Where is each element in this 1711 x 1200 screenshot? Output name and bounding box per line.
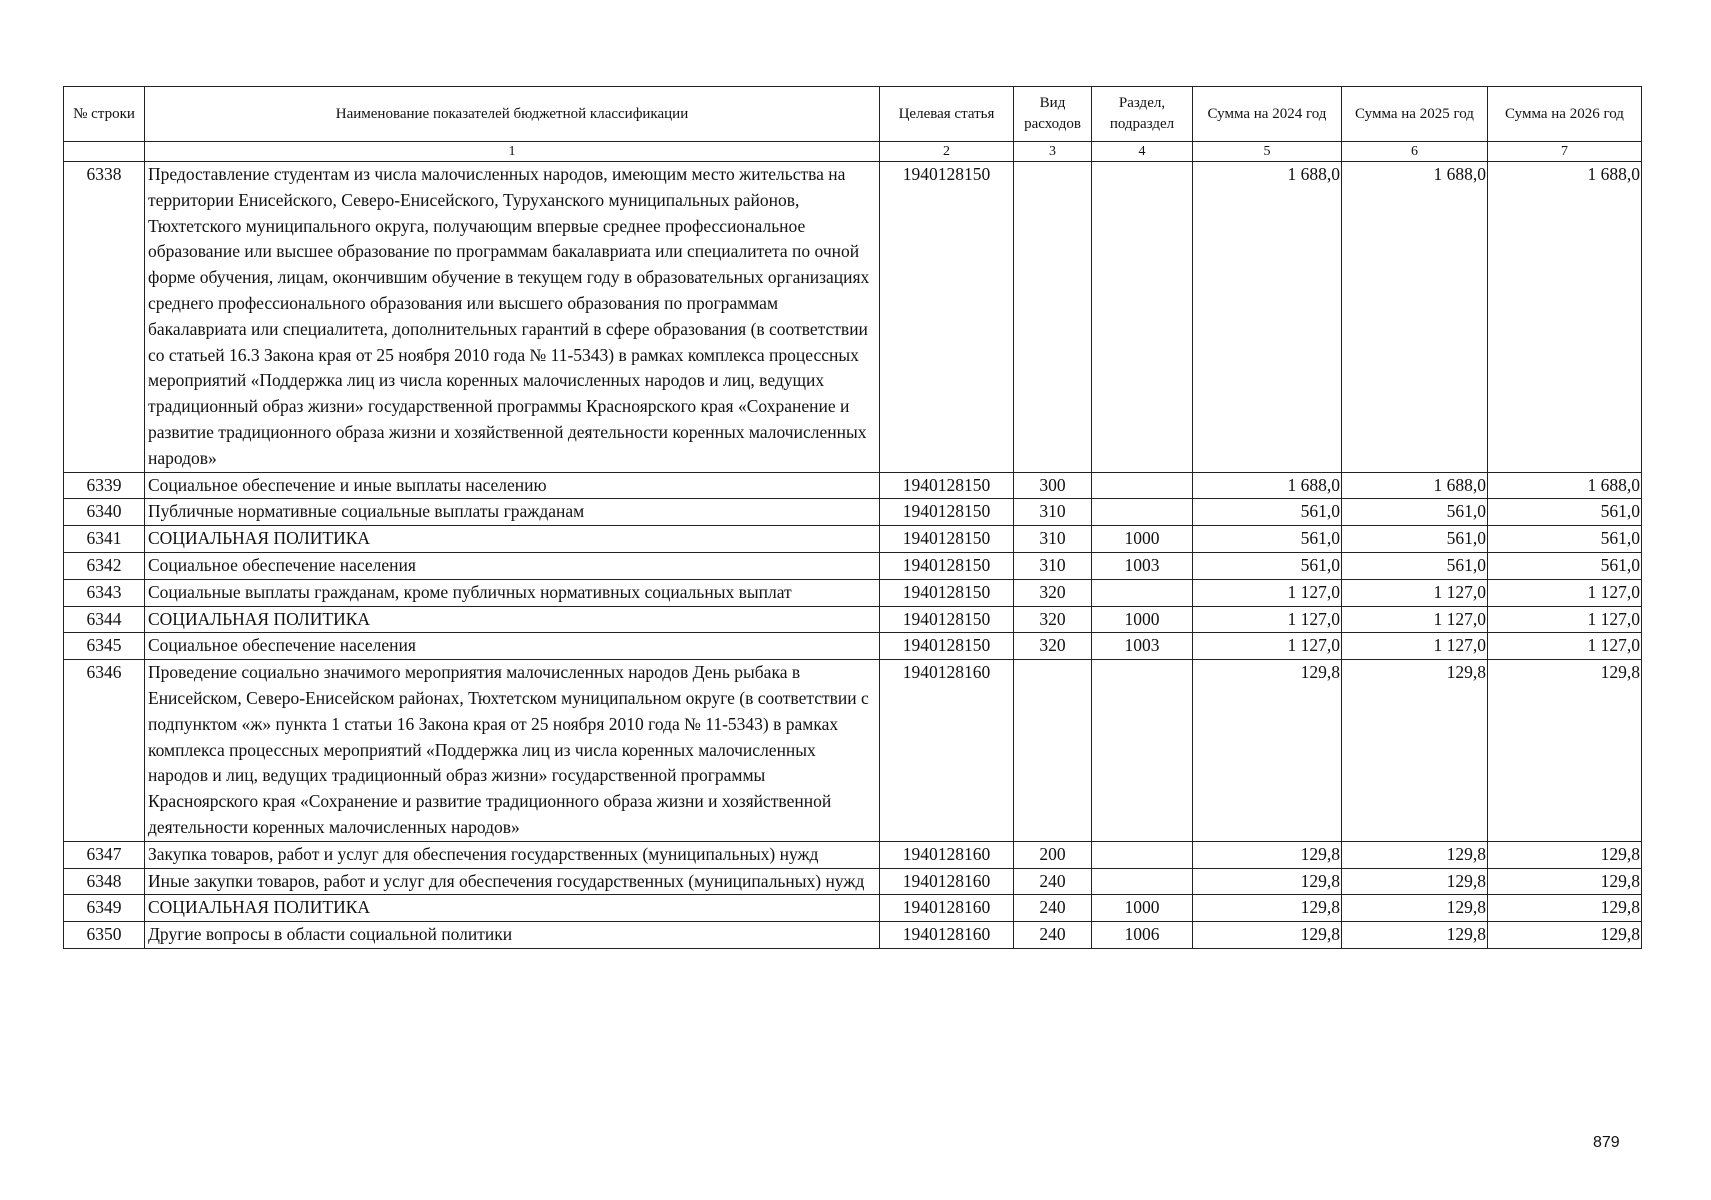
table-row [64,922,1642,949]
row-sum-2025: 129,8 [1342,841,1488,868]
row-sum-2025: 129,8 [1342,660,1488,842]
column-number: 3 [1014,142,1092,162]
row-section [1092,841,1193,868]
row-type: 310 [1014,552,1092,579]
header-sum-2026: Сумма на 2026 год [1488,87,1642,142]
table-row [64,868,1642,895]
row-sum-2025: 1 127,0 [1342,633,1488,660]
row-sum-2025: 561,0 [1342,499,1488,526]
column-number: 2 [880,142,1014,162]
row-sum-2026: 129,8 [1488,895,1642,922]
row-sum-2026: 129,8 [1488,841,1642,868]
header-section: Раздел, подраздел [1092,87,1193,142]
row-number: 6340 [64,499,145,526]
budget-table-sheet [63,86,1641,949]
row-name: Проведение социально значимого мероприятия малочисленных народов День рыбака в Енисейском, Северо-Енисейском районах, Тюхтетском муниципальном округе (в соответствии с подпунктом «ж» пункта 1 статьи 16 Закона края от 25 ноября 2010 года № 11-5343) в рамках комплекса процессных мероприятий «Поддержка лиц из числа коренных малочисленных народов и лиц, ведущих традиционный образ жизни» государственной программы Красноярского края «Сохранение и развитие традиционного образа жизни и хозяйственной деятельности коренных малочисленных народов» [145,660,880,842]
row-name: Социальное обеспечение и иные выплаты населению [145,472,880,499]
row-type [1014,162,1092,473]
row-sum-2025: 1 127,0 [1342,579,1488,606]
row-sum-2026: 561,0 [1488,499,1642,526]
row-sum-2025: 561,0 [1342,526,1488,553]
row-sum-2024: 129,8 [1193,660,1342,842]
row-sum-2026: 561,0 [1488,526,1642,553]
row-target: 1940128150 [880,579,1014,606]
row-sum-2026: 129,8 [1488,660,1642,842]
row-type: 240 [1014,895,1092,922]
row-type: 320 [1014,633,1092,660]
row-target: 1940128160 [880,922,1014,949]
row-name: Социальные выплаты гражданам, кроме публичных нормативных социальных выплат [145,579,880,606]
row-name: СОЦИАЛЬНАЯ ПОЛИТИКА [145,526,880,553]
table-row [64,660,1642,842]
row-target: 1940128150 [880,606,1014,633]
table-row [64,472,1642,499]
table-row [64,162,1642,473]
row-sum-2024: 129,8 [1193,868,1342,895]
row-sum-2026: 129,8 [1488,922,1642,949]
row-name: СОЦИАЛЬНАЯ ПОЛИТИКА [145,606,880,633]
row-sum-2025: 129,8 [1342,868,1488,895]
column-number-row [64,142,1642,162]
row-sum-2024: 561,0 [1193,552,1342,579]
row-sum-2024: 1 127,0 [1193,579,1342,606]
row-name: Закупка товаров, работ и услуг для обеспечения государственных (муниципальных) нужд [145,841,880,868]
table-row [64,499,1642,526]
row-target: 1940128150 [880,162,1014,473]
header-name: Наименование показателей бюджетной классификации [145,87,880,142]
row-type: 200 [1014,841,1092,868]
table-body [64,162,1642,949]
row-sum-2025: 1 688,0 [1342,472,1488,499]
header-sum-2025: Сумма на 2025 год [1342,87,1488,142]
row-sum-2024: 129,8 [1193,841,1342,868]
column-number [64,142,145,162]
row-name: Социальное обеспечение населения [145,633,880,660]
row-section [1092,579,1193,606]
row-name: Социальное обеспечение населения [145,552,880,579]
page-number: 879 [1593,1134,1620,1151]
row-sum-2024: 561,0 [1193,499,1342,526]
row-section: 1003 [1092,552,1193,579]
table-header [64,87,1642,162]
row-section [1092,499,1193,526]
table-row [64,895,1642,922]
row-number: 6338 [64,162,145,473]
row-name: Предоставление студентам из числа малочисленных народов, имеющим место жительства на территории Енисейского, Северо-Енисейского, Туруханского муниципальных районов, Тюхтетского муниципального округа, получающим впервые среднее профессиональное образование или высшее образование по программам бакалавриата или специалитета по очной форме обучения, лицам, окончившим обучение в текущем году в образовательных организациях среднего профессионального образования или высшего образования по программам бакалавриата или специалитета, дополнительных гарантий в сфере образования (в соответствии со статьей 16.3 Закона края от 25 ноября 2010 года № 11-5343) в рамках комплекса процессных мероприятий «Поддержка лиц из числа коренных малочисленных народов и лиц, ведущих традиционный образ жизни» государственной программы Красноярского края «Сохранение и развитие традиционного образа жизни и хозяйственной деятельности коренных малочисленных народов» [145,162,880,473]
row-sum-2026: 1 127,0 [1488,579,1642,606]
row-sum-2025: 129,8 [1342,922,1488,949]
row-type: 310 [1014,526,1092,553]
row-section [1092,472,1193,499]
row-number: 6339 [64,472,145,499]
row-section [1092,162,1193,473]
column-number: 1 [145,142,880,162]
row-number: 6350 [64,922,145,949]
row-target: 1940128160 [880,895,1014,922]
row-section: 1000 [1092,895,1193,922]
row-name: Иные закупки товаров, работ и услуг для обеспечения государственных (муниципальных) нужд [145,868,880,895]
row-target: 1940128160 [880,868,1014,895]
row-target: 1940128150 [880,472,1014,499]
row-type: 320 [1014,579,1092,606]
row-type: 240 [1014,922,1092,949]
row-sum-2024: 1 688,0 [1193,162,1342,473]
table-row [64,633,1642,660]
row-target: 1940128160 [880,660,1014,842]
row-name: Публичные нормативные социальные выплаты гражданам [145,499,880,526]
row-target: 1940128150 [880,499,1014,526]
column-number: 4 [1092,142,1193,162]
table-row [64,552,1642,579]
row-number: 6342 [64,552,145,579]
row-sum-2025: 129,8 [1342,895,1488,922]
row-type: 240 [1014,868,1092,895]
row-sum-2025: 1 688,0 [1342,162,1488,473]
row-section [1092,660,1193,842]
column-number: 7 [1488,142,1642,162]
row-type [1014,660,1092,842]
row-section: 1003 [1092,633,1193,660]
row-section: 1006 [1092,922,1193,949]
row-sum-2024: 1 688,0 [1193,472,1342,499]
header-type: Вид расходов [1014,87,1092,142]
header-target: Целевая статья [880,87,1014,142]
row-number: 6347 [64,841,145,868]
row-name: СОЦИАЛЬНАЯ ПОЛИТИКА [145,895,880,922]
row-section: 1000 [1092,526,1193,553]
row-number: 6344 [64,606,145,633]
row-type: 310 [1014,499,1092,526]
row-type: 320 [1014,606,1092,633]
row-sum-2026: 1 688,0 [1488,162,1642,473]
row-type: 300 [1014,472,1092,499]
row-number: 6348 [64,868,145,895]
table-row [64,579,1642,606]
header-sum-2024: Сумма на 2024 год [1193,87,1342,142]
table-row [64,526,1642,553]
row-sum-2026: 1 688,0 [1488,472,1642,499]
row-sum-2025: 561,0 [1342,552,1488,579]
row-sum-2026: 1 127,0 [1488,606,1642,633]
row-number: 6341 [64,526,145,553]
row-sum-2024: 129,8 [1193,895,1342,922]
column-number: 5 [1193,142,1342,162]
row-sum-2026: 561,0 [1488,552,1642,579]
column-number: 6 [1342,142,1488,162]
header-row-no: № строки [64,87,145,142]
row-section [1092,868,1193,895]
row-number: 6343 [64,579,145,606]
row-sum-2026: 1 127,0 [1488,633,1642,660]
row-number: 6349 [64,895,145,922]
budget-table [63,86,1642,949]
table-row [64,841,1642,868]
row-sum-2024: 1 127,0 [1193,606,1342,633]
row-sum-2025: 1 127,0 [1342,606,1488,633]
row-number: 6345 [64,633,145,660]
row-sum-2024: 561,0 [1193,526,1342,553]
row-target: 1940128150 [880,552,1014,579]
table-row [64,606,1642,633]
row-target: 1940128150 [880,526,1014,553]
row-sum-2024: 129,8 [1193,922,1342,949]
row-target: 1940128150 [880,633,1014,660]
row-sum-2024: 1 127,0 [1193,633,1342,660]
row-section: 1000 [1092,606,1193,633]
row-target: 1940128160 [880,841,1014,868]
row-sum-2026: 129,8 [1488,868,1642,895]
row-number: 6346 [64,660,145,842]
row-name: Другие вопросы в области социальной политики [145,922,880,949]
